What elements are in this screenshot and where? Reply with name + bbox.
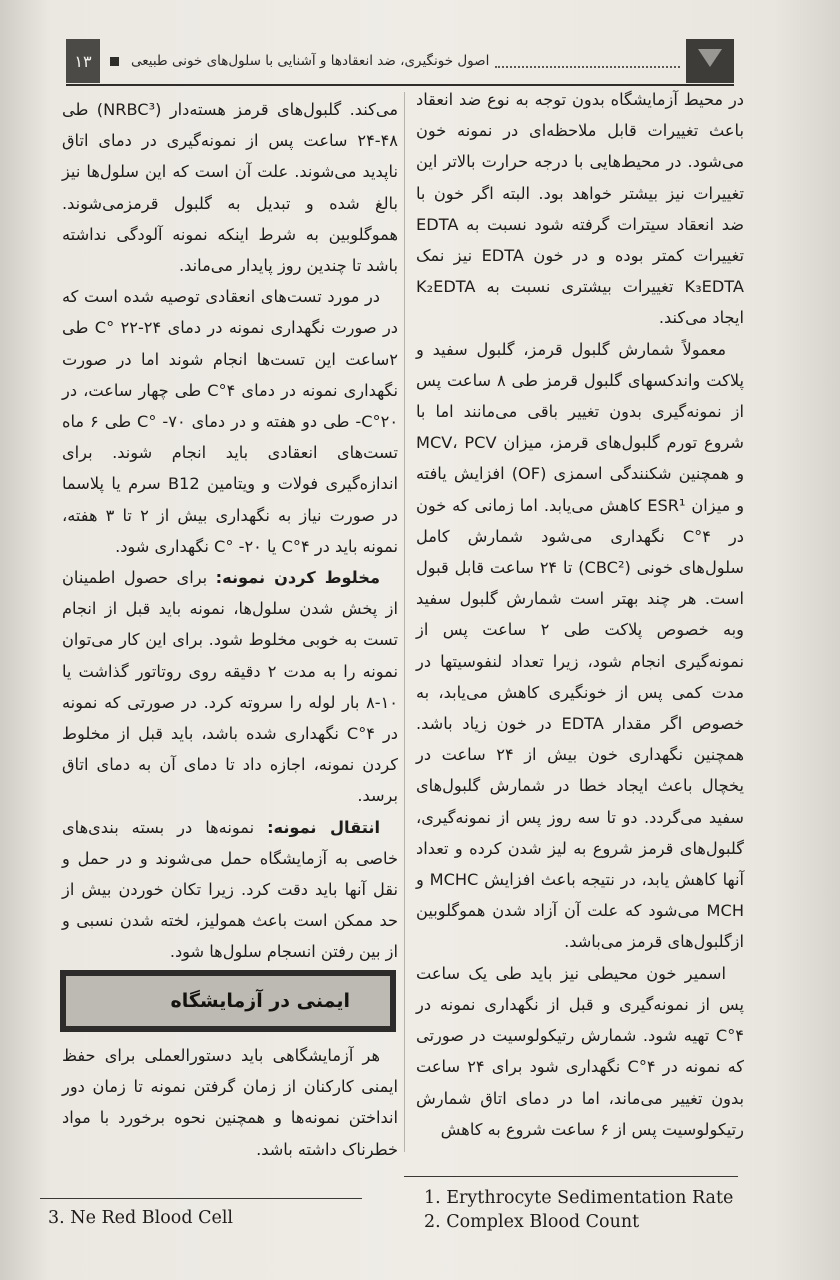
footnote: 3. Ne Red Blood Cell (48, 1208, 234, 1228)
section-heading-box (60, 970, 396, 1032)
section-heading: ایمنی در آزمایشگاه (66, 976, 390, 1026)
paragraph (62, 562, 398, 812)
left-column (62, 94, 398, 968)
paragraph-text: نمونه‌ها در بسته بندی‌های خاصی به آزمایشگاه حمل می‌شوند و در حمل و نقل آنها باید دقت کرد. زیرا تکان خوردن بیش از حد ممکن است باعث همولیز، لخته شدن نسبی و از بین رفتن انسجام سلول‌ها شود. (62, 817, 398, 962)
paragraph: هر آزمایشگاهی باید دستورالعملی برای حفظ ایمنی کارکنان از زمان گرفتن نمونه تا زمان دور انداختن نمونه‌ها و همچنین نحوه برخورد با مواد خطرناک داشته باشد. (62, 1046, 398, 1159)
footnote: 1. Erythrocyte Sedimentation Rate (424, 1188, 734, 1208)
footnotes-left (48, 1206, 233, 1230)
paragraph: در محیط آزمایشگاه بدون توجه به نوع ضد انعقاد باعث تغییرات قابل ملاحظه‌ای در نمونه خون می‌شود. در محیط‌هایی با درجه حرارت بالاتر این تغییرات نیز بیشتر خواهد بود. البته اگر خون با ضد انعقاد سیترات گرفته شود نسبت به EDTA تغییرات کمتر بوده و در خون EDTA نیز نمک K₃EDTA تغییرات بیشتری نسبت به K₂EDTA ایجاد می‌کند. (416, 90, 744, 328)
run-in-heading: مخلوط کردن نمونه: (215, 568, 380, 588)
right-column (416, 84, 744, 1145)
paragraph (62, 812, 398, 968)
dotted-leader (495, 54, 680, 68)
square-bullet-icon (110, 57, 119, 66)
paragraph: اسمیر خون محیطی نیز باید طی یک ساعت پس از نمونه‌گیری و قبل از نگهداری نمونه در ۴°C تهیه شود. شمارش رتیکولوسیت در صورتی که نمونه در ۴°C نگهداری شود برای ۲۴ ساعت بدون تغییر می‌ماند، اما در دمای اتاق شمارش رتیکولوسیت پس از ۶ ساعت شروع به کاهش (416, 963, 744, 1139)
paragraph-text: برای حصول اطمینان از پخش شدن سلول‌ها، نمونه باید قبل از انجام تست به خوبی مخلوط شود. برای این کار می‌توان نمونه را به مدت ۲ دقیقه روی روتاتور گذاشت یا ۱۰-۸ بار لوله را سروته کرد. در صورتی که نمونه در ۴°C نگهداری شده باشد، باید قبل از مخلوط کردن نمونه، اجازه داد تا دمای آن به دمای اتاق برسد. (62, 568, 398, 806)
footnotes-right (424, 1186, 733, 1234)
column-divider (404, 92, 405, 1152)
section-body (62, 1040, 398, 1165)
footnote-rule (404, 1176, 738, 1177)
footnote: 2. Complex Blood Count (424, 1212, 640, 1232)
footnote-rule (40, 1198, 362, 1199)
run-in-heading: انتقال نمونه: (267, 817, 380, 837)
paragraph: در مورد تست‌های انعقادی توصیه شده است که در صورت نگهداری نمونه در دمای ۲۴-۲۲ °C طی ۲ساعت این تست‌ها انجام شوند اما در صورت نگهداری نمونه در دمای ۴°C طی چهار ساعت، در ۲۰°C- طی دو هفته و در دمای ۷۰- °C طی ۶ ماه تست‌های انعقادی باید انجام شوند. برای اندازه‌گیری فولات و ویتامین B12 سرم یا پلاسما در صورت نیاز به نگهداری بیش از ۲ تا ۳ هفته، نمونه باید در ۴°C یا ۲۰- °C نگهداری شود. (62, 287, 399, 556)
corner-triangle-icon (686, 39, 734, 83)
paragraph: معمولاً شمارش گلبول قرمز، گلبول سفید و پلاکت واندکسهای گلبول قرمز طی ۸ ساعت پس از نمونه‌گیری بدون تغییر باقی می‌مانند اما با شروع تورم گلبول‌های قرمز، میزان MCV، PCV و همچنین شکنندگی اسمزی (OF) افزایش یافته و میزان ESR¹ کاهش می‌یابد. اما زمانی که خون در ۴°C نگهداری می‌شود شمارش کامل سلول‌های خونی (CBC²) تا ۲۴ ساعت قابل قبول است. هر چند بهتر است شمارش گلبول سفید وبه خصوص پلاکت طی ۲ ساعت پس از نمونه‌گیری انجام شود، زیرا تعداد لنفوسیتها در مدت کمی پس از خونگیری کاهش می‌یابد، به خصوص اگر مقدار EDTA در خون زیاد باشد. همچنین نگهداری خون بیش از ۲۴ ساعت در یخچال باعث ایجاد خطا در شمارش گلبول‌های سفید می‌گردد. دو تا سه روز پس از نمونه‌گیری، گلبول‌های قرمز شروع به لیز شدن کرده و تعداد آنها کاهش یابد، در نتیجه باعث افزایش MCHC و MCH می‌شود که علت آن آزاد شدن هموگلوبین ازگلبول‌های قرمز می‌باشد. (416, 339, 745, 952)
running-title: اصول خونگیری، ضد انعقادها و آشنایی با سلول‌های خونی طبیعی (131, 53, 490, 69)
page-number: ۱۳ (66, 39, 100, 83)
paragraph: می‌کند. گلبول‌های قرمز هسته‌دار (NRBC³) طی ۴۸-۲۴ ساعت پس از نمونه‌گیری در دمای اتاق ناپدید می‌شوند. علت آن است که این سلول‌ها نیز بالغ شده و تبدیل به گلبول قرمزمی‌شوند. هموگلوبین به شرط اینکه نمونه آلودگی نداشته باشد تا چندین روز پایدار می‌ماند. (62, 100, 398, 276)
running-header (66, 38, 734, 84)
